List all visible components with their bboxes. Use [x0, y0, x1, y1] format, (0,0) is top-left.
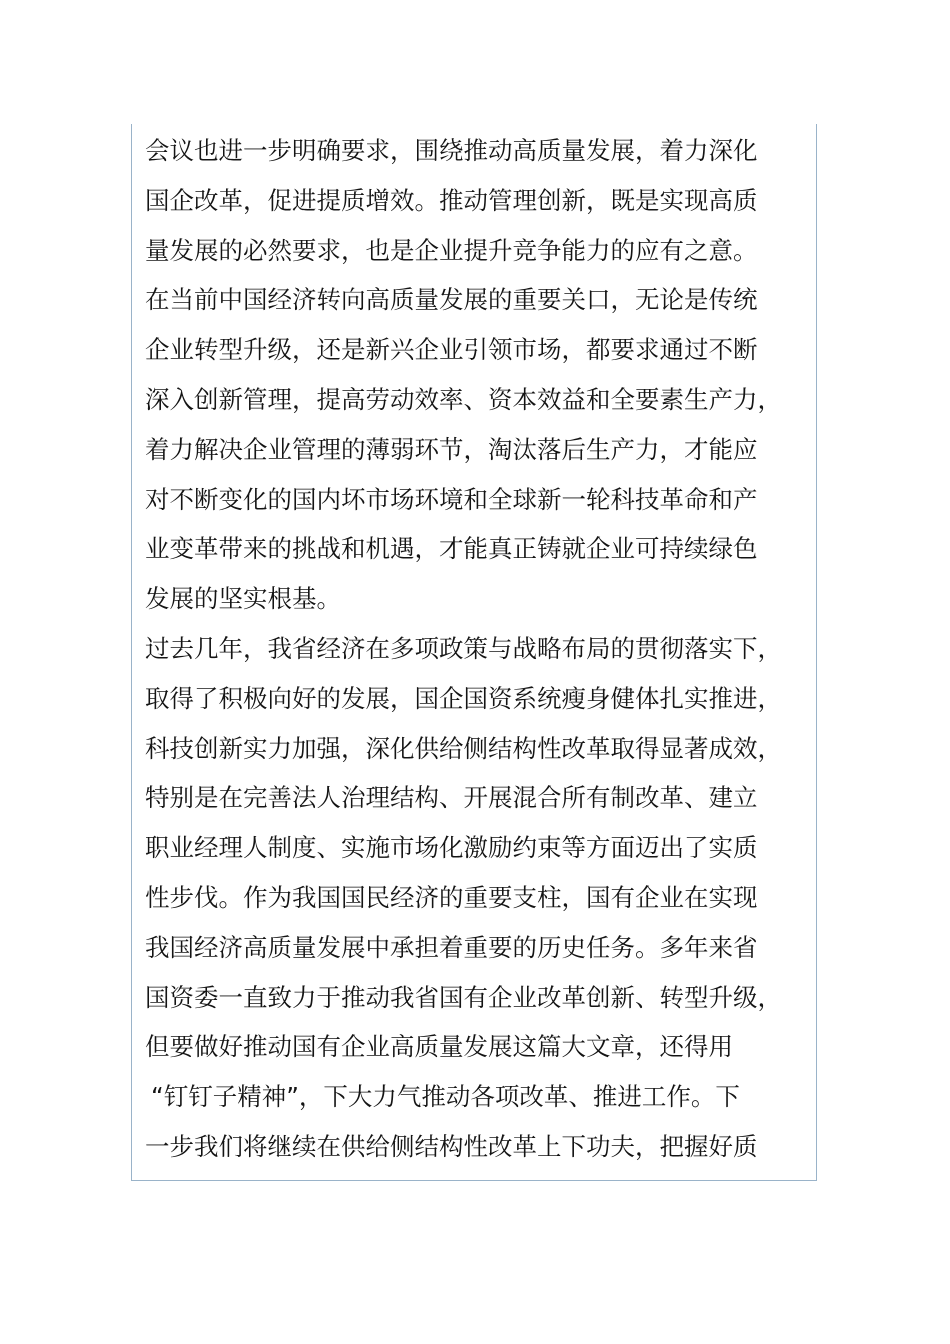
text-line: “钉钉子精神”，下大力气推动各项改革、推进工作。下 [151, 1082, 740, 1112]
text-line: 会议也进一步明确要求，围绕推动高质量发展，着力深化 [145, 136, 758, 165]
text-line: 国资委一直致力于推动我省国有企业改革创新、转型升级， [145, 982, 782, 1012]
text-line: 对不断变化的国内坏市场环境和全球新一轮科技革命和产 [145, 484, 758, 514]
text-line: 业变革带来的挑战和机遇，才能真正铸就企业可持续绿色 [145, 534, 758, 564]
text-line: 我国经济高质量发展中承担着重要的历史任务。多年来省 [145, 932, 758, 962]
text-line: 特别是在完善法人治理结构、开展混合所有制改革、建立 [145, 783, 758, 813]
text-line: 但要做好推动国有企业高质量发展这篇大文章，还得用 [145, 1032, 733, 1062]
text-line: 科技创新实力加强，深化供给侧结构性改革取得显著成效， [145, 733, 782, 763]
text-line: 性步伐。作为我国国民经济的重要支柱，国有企业在实现 [145, 882, 758, 912]
text-line: 着力解决企业管理的薄弱环节，淘汰落后生产力，才能应 [145, 434, 758, 464]
text-line: 深入创新管理，提高劳动效率、资本效益和全要素生产力， [145, 384, 782, 414]
text-line: 量发展的必然要求，也是企业提升竞争能力的应有之意。 [145, 235, 758, 265]
text-line: 发展的坚实根基。 [145, 584, 341, 614]
text-line: 企业转型升级，还是新兴企业引领市场，都要求通过不断 [145, 335, 758, 365]
text-line: 一步我们将继续在供给侧结构性改革上下功夫，把握好质 [145, 1131, 758, 1161]
text-line: 职业经理人制度、实施市场化激励约束等方面迈出了实质 [145, 833, 758, 863]
text-line: 取得了积极向好的发展，国企国资系统瘦身健体扎实推进， [145, 683, 782, 713]
text-line: 过去几年，我省经济在多项政策与战略布局的贯彻落实下， [145, 633, 782, 663]
document-body [145, 126, 805, 1172]
text-line: 国企改革，促进提质增效。推动管理创新，既是实现高质 [145, 185, 758, 215]
text-line: 在当前中国经济转向高质量发展的重要关口，无论是传统 [145, 285, 758, 315]
